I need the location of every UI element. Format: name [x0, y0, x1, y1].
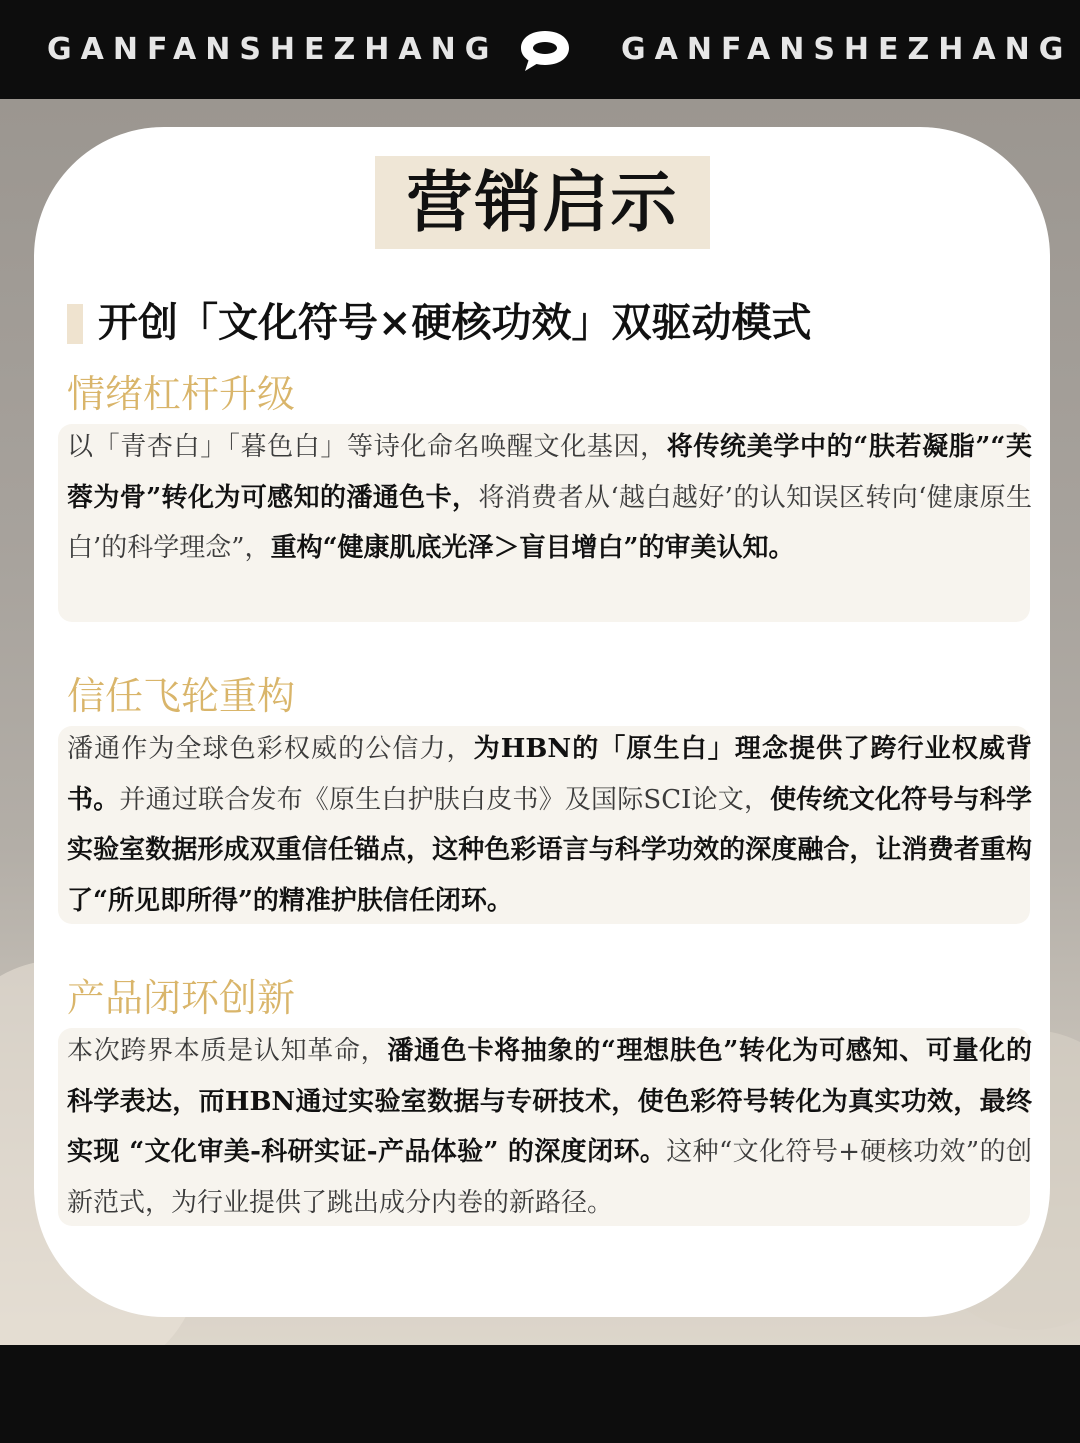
page-title: 营销启示 [406, 163, 679, 241]
paragraph-text: 潘通作为全球色彩权威的公信力， [67, 734, 474, 764]
subheading: 开创「文化符号×硬核功效」双驱动模式 [98, 299, 812, 346]
brand-text-right: GANFANSHEZHANG [621, 32, 1073, 67]
paragraph-emphasis: 重构“健康肌底光泽＞盲目增白”的审美认知。 [270, 533, 795, 563]
paragraph-text: 以「青杏白」「暮色白」等诗化命名唤醒文化基因， [67, 432, 667, 462]
paragraph-text: 这种“文化符号+硬核功效”的创新范式，为行业提供了跳出成分内卷的新路径。 [67, 1137, 1032, 1218]
section-paragraph [67, 1026, 1032, 1228]
section-title-product: 产品闭环创新 [67, 976, 296, 1020]
paragraph-text: 并通过联合发布《原生白护肤白皮书》及国际SCI论文， [119, 784, 771, 815]
section-title-emotion: 情绪杠杆升级 [67, 372, 296, 416]
paragraph-emphasis: 为HBN的「原生白」理念提供了跨行业权威背书。 [67, 734, 1032, 815]
section-paragraph [67, 724, 1032, 926]
chat-bubble-icon [519, 28, 571, 74]
paragraph-emphasis: 潘通色卡将抽象的“理想肤色”转化为可感知、可量化的科学表达，而HBN通过实验室数据与专研技术，使色彩符号转化为真实功效，最终实现 “文化审美-科研实证-产品体验” 的深度闭环。 [67, 1036, 1032, 1167]
bottom-banner [0, 1345, 1080, 1443]
subheading-marker [67, 304, 83, 344]
paragraph-emphasis: 将传统美学中的“肤若凝脂”“芙蓉为骨”转化为可感知的潘通色卡， [67, 432, 1032, 513]
paragraph-text: 本次跨界本质是认知革命， [67, 1036, 388, 1066]
brand-text-left: GANFANSHEZHANG [47, 32, 499, 67]
top-banner [0, 0, 1080, 99]
paragraph-text: 将消费者从‘越白越好’的认知误区转向‘健康原生白’的科学理念”， [67, 482, 1032, 563]
section-paragraph [67, 422, 1032, 574]
section-title-trust: 信任飞轮重构 [67, 674, 296, 718]
paragraph-emphasis: 使传统文化符号与科学实验室数据形成双重信任锚点，这种色彩语言与科学功效的深度融合，让消费者重构了“所见即所得”的精准护肤信任闭环。 [67, 784, 1032, 916]
